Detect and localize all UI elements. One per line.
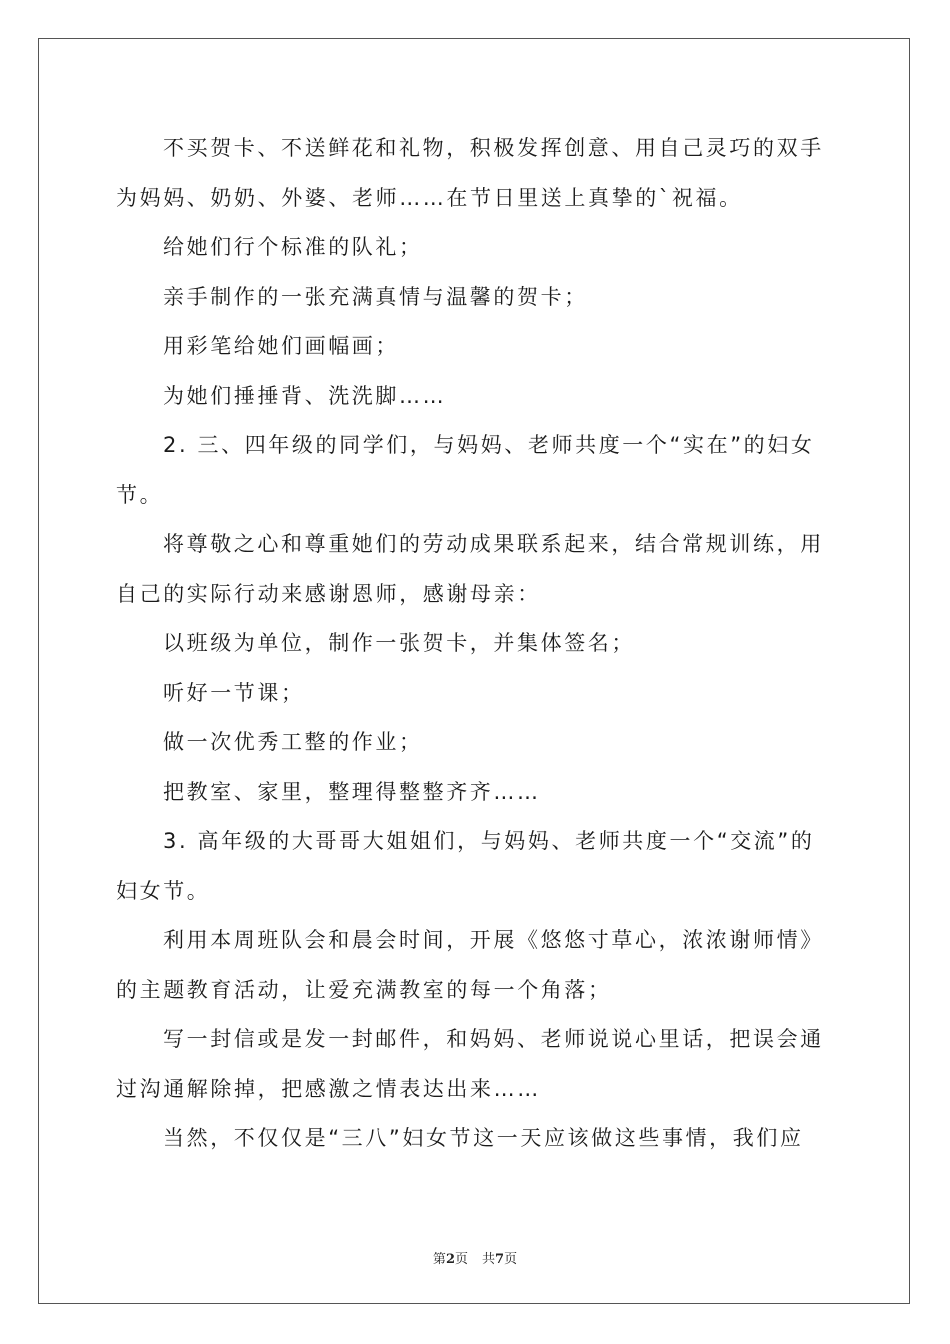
- paragraph: 当然，不仅仅是“三八”妇女节这一天应该做这些事情，我们应: [163, 1126, 804, 1150]
- paragraph: 把教室、家里，整理得整整齐齐……: [163, 779, 541, 804]
- page-footer: [0, 1248, 950, 1267]
- paragraph: 给她们行个标准的队礼；: [163, 235, 423, 259]
- page-total-prefix: 共: [482, 1252, 496, 1267]
- page-number-suffix: 页: [454, 1252, 468, 1267]
- paragraph: 以班级为单位，制作一张贺卡，并集体签名；: [163, 631, 635, 655]
- paragraph: 将尊敬之心和尊重她们的劳动成果联系起来，结合常规训练，用自己的实际行动来感谢恩师，感谢母亲：: [116, 532, 824, 606]
- paragraph: 利用本周班队会和晨会时间，开展《悠悠寸草心，浓浓谢师情》的主题教育活动，让爱充满教室的每一个角落；: [116, 928, 824, 1002]
- page-number-total: 7: [495, 1252, 505, 1267]
- paragraph: 不买贺卡、不送鲜花和礼物，积极发挥创意、用自己灵巧的双手为妈妈、奶奶、外婆、老师……在节日里送上真挚的`祝福。: [116, 136, 824, 210]
- paragraph: 3. 高年级的大哥哥大姐姐们，与妈妈、老师共度一个“交流”的妇女节。: [116, 829, 815, 903]
- paragraph: 2. 三、四年级的同学们，与妈妈、老师共度一个“实在”的妇女节。: [116, 433, 815, 507]
- paragraph: 亲手制作的一张充满真情与温馨的贺卡；: [163, 284, 588, 309]
- page-number-prefix: 第: [432, 1252, 446, 1267]
- paragraph: 听好一节课；: [163, 680, 305, 705]
- page-number-current: 2: [445, 1252, 455, 1267]
- paragraph: 做一次优秀工整的作业；: [163, 730, 423, 754]
- paragraph: 用彩笔给她们画幅画；: [163, 334, 399, 358]
- document-body: [116, 124, 832, 1164]
- page-total-suffix: 页: [504, 1252, 518, 1267]
- paragraph: 写一封信或是发一封邮件，和妈妈、老师说说心里话，把误会通过沟通解除掉，把感激之情表达出来……: [116, 1027, 824, 1101]
- paragraph: 为她们捶捶背、洗洗脚……: [163, 383, 447, 408]
